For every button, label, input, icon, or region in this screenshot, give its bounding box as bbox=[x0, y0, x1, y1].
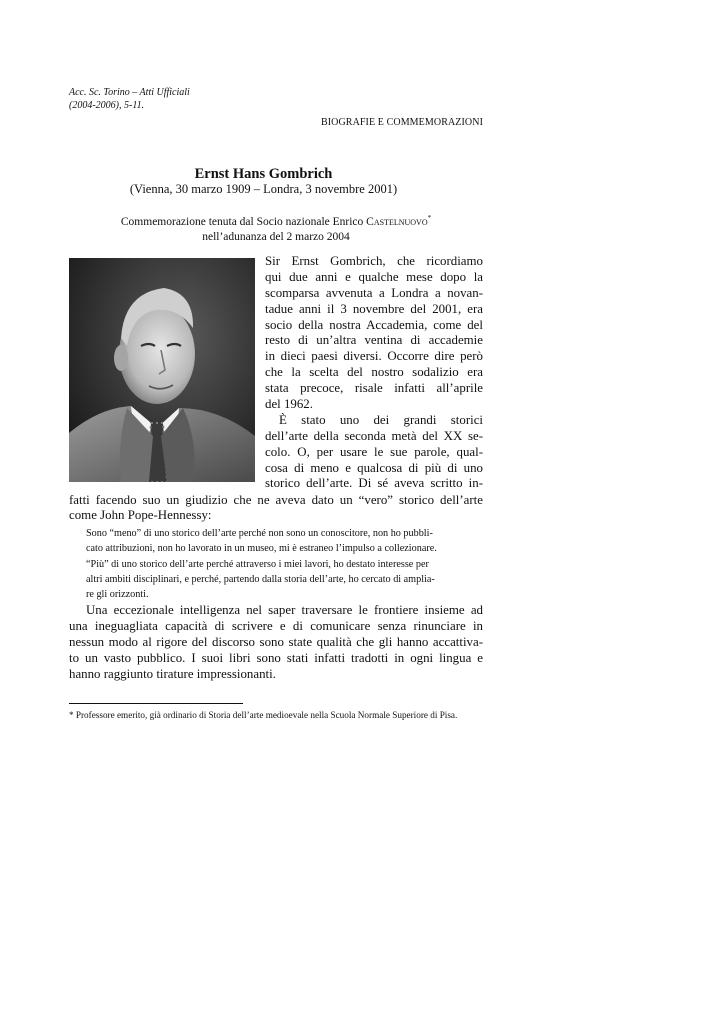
text-line: resto di un’altra ventina di accademie bbox=[265, 333, 483, 348]
quote-line: cato attribuzioni, non ho lavorato in un museo, mi è estraneo l’impulso a collezionare. bbox=[86, 543, 437, 555]
section-heading: BIOGRAFIE E COMMEMORAZIONI bbox=[320, 117, 483, 128]
quote-line: “Più” di uno storico dell’arte perché attraverso i miei lavori, ho destato interesse per bbox=[86, 558, 429, 570]
quote-line: altri ambiti disciplinari, e perché, partendo dalla storia dell’arte, ho cercato di amplia- bbox=[86, 573, 435, 585]
commemoration-note bbox=[69, 211, 483, 245]
commemoration-line-2: nell’adunanza del 2 marzo 2004 bbox=[202, 230, 350, 243]
text-line: una ineguagliata capacità di scrivere e di comunicare senza rinunciare in bbox=[69, 619, 483, 634]
commemoration-author: Castelnuovo bbox=[366, 215, 428, 228]
footnote: * Professore emerito, già ordinario di Storia dell’arte medioevale nella Scuola Normale Superiore di Pisa. bbox=[69, 710, 458, 720]
quote-line: Sono “meno” di uno storico dell’arte perché non sono un conoscitore, non ho pubbli- bbox=[86, 528, 433, 539]
text-line: È stato uno dei grandi storici bbox=[279, 412, 483, 427]
journal-citation bbox=[69, 86, 190, 112]
paragraph-2-continued bbox=[69, 493, 483, 525]
text-line: socio della nostra Accademia, come del bbox=[265, 317, 483, 332]
commemoration-prefix: Commemorazione tenuta dal Socio nazionale Enrico bbox=[120, 215, 367, 228]
text-line: to un vasto pubblico. I suoi libri sono stati infatti tradotti in ogni lingua e bbox=[69, 651, 483, 666]
text-line: stata precoce, risale infatti all’aprile bbox=[265, 381, 483, 396]
text-line: fatti facendo suo un giudizio che ne aveva dato un “vero” storico dell’arte bbox=[69, 492, 483, 507]
text-line: come John Pope-Hennessy: bbox=[69, 508, 212, 523]
article-dates: (Vienna, 30 marzo 1909 – Londra, 3 novembre 2001) bbox=[129, 182, 398, 196]
footnote-divider bbox=[69, 703, 243, 704]
article-title: Ernst Hans Gombrich bbox=[194, 166, 333, 182]
paragraph-1-wrapped bbox=[265, 254, 483, 492]
paragraph-3 bbox=[69, 602, 483, 682]
text-line: hanno raggiunto tirature impressionanti. bbox=[69, 667, 276, 682]
text-line: scomparsa avvenuta a Londra a novan- bbox=[265, 285, 483, 300]
text-line: tadue anni il 3 novembre del 2001, era bbox=[265, 301, 483, 316]
quote-line: re gli orizzonti. bbox=[86, 589, 149, 601]
commemoration-line-1 bbox=[69, 211, 483, 230]
text-line: dell’arte della seconda metà del XX se- bbox=[265, 428, 483, 443]
text-line: Una eccezionale intelligenza nel saper traversare le frontiere insieme ad bbox=[86, 603, 483, 617]
portrait-photo bbox=[69, 258, 255, 482]
text-line: in dieci paesi diversi. Occorre dire però bbox=[265, 349, 483, 364]
text-line: nessun modo al rigore del discorso sono state qualità che gli hanno accattiva- bbox=[69, 635, 483, 650]
text-line: cosa di meno e qualcosa di più di uno bbox=[265, 460, 483, 475]
text-line: storico dell’arte. Di sé aveva scritto in- bbox=[265, 476, 483, 491]
journal-line-1: Acc. Sc. Torino – Atti Ufficiali bbox=[69, 87, 190, 98]
text-line: del 1962. bbox=[265, 397, 313, 412]
text-line: colo. O, per usare le sue parole, qual- bbox=[265, 444, 483, 459]
footnote-mark: * bbox=[427, 214, 432, 222]
journal-line-2: (2004-2006), 5-11. bbox=[69, 100, 145, 111]
text-line: qui due anni e qualche mese dopo la bbox=[265, 269, 483, 284]
text-line: Sir Ernst Gombrich, che ricordiamo bbox=[265, 254, 483, 268]
block-quote bbox=[86, 526, 466, 602]
text-line: che la scelta del nostro sodalizio era bbox=[265, 365, 483, 380]
